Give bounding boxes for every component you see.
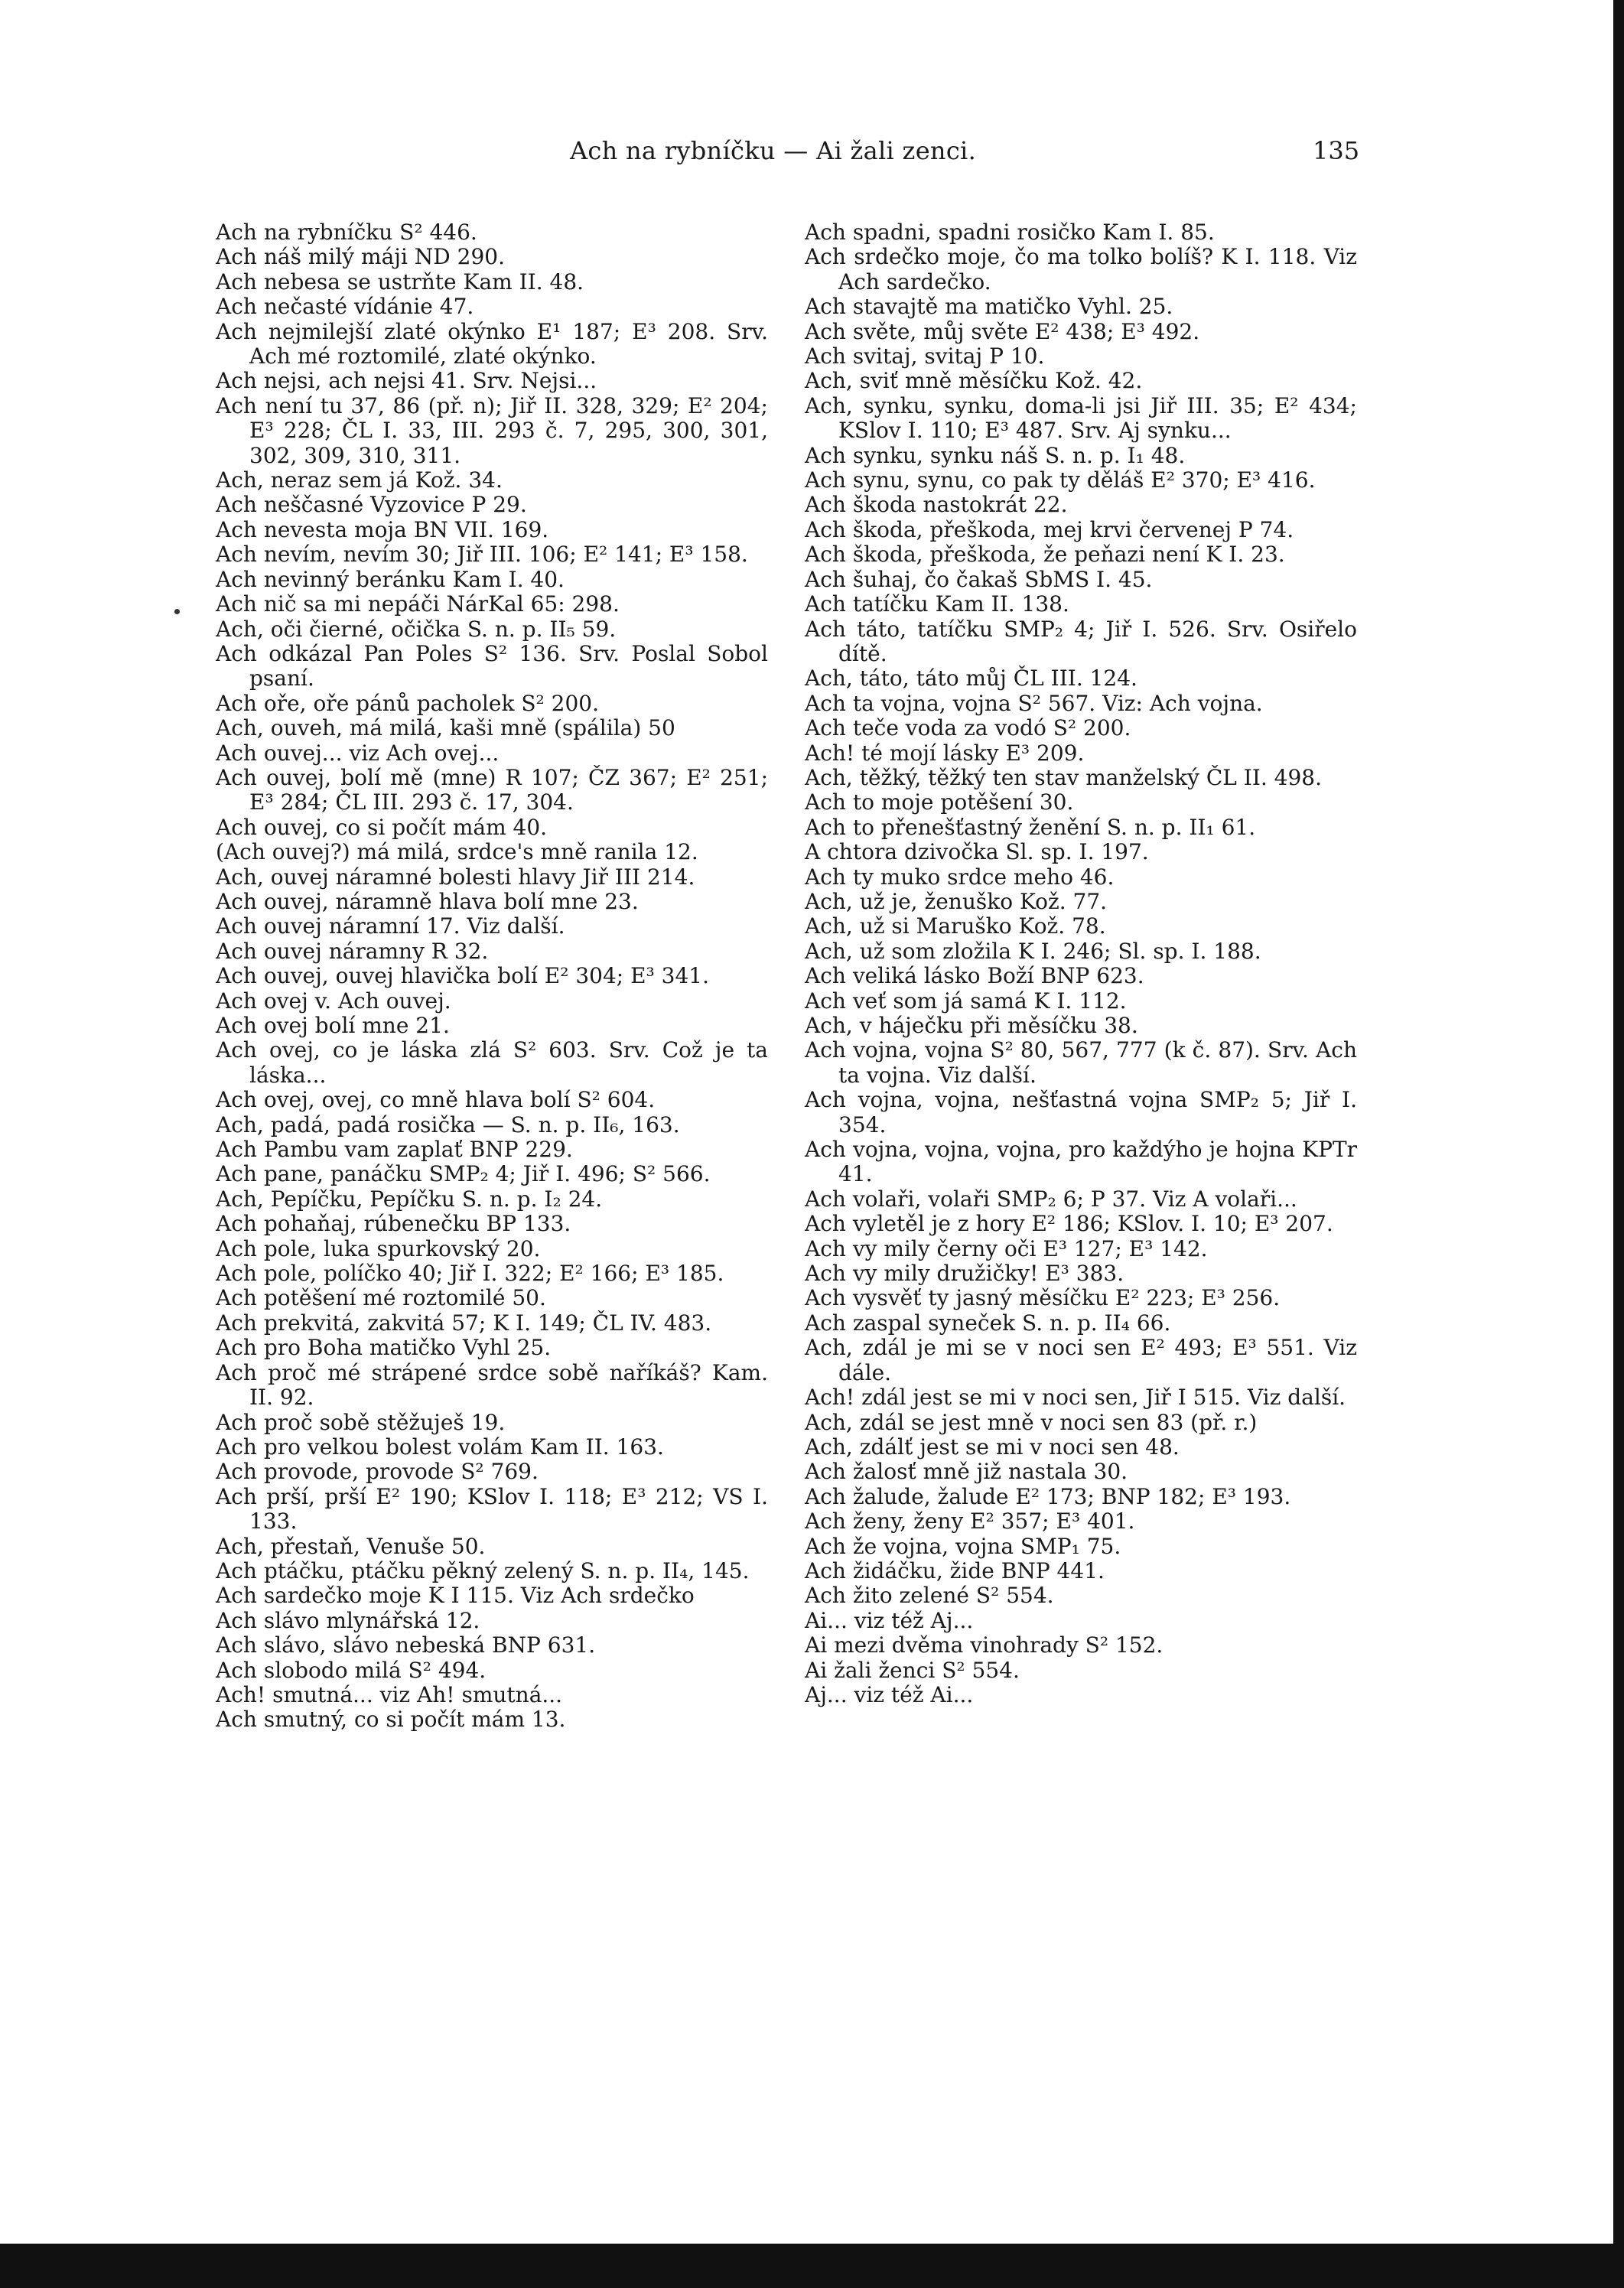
index-entry: Ach smutný, co si počít mám 13.	[216, 1707, 566, 1733]
index-entry: Ach ovej, ovej, co mně hlava bolí S² 604.	[216, 1087, 656, 1113]
index-entry: Ach, Pepíčku, Pepíčku S. n. p. I₂ 24.	[216, 1186, 603, 1212]
index-entry: Ach zaspal syneček S. n. p. II₄ 66.	[805, 1310, 1171, 1336]
index-entry: Ach pro velkou bolest volám Kam II. 163.	[216, 1434, 664, 1460]
index-entry: Ach žalosť mně již nastala 30.	[805, 1459, 1128, 1485]
index-entry: Ach ouvej náramny R 32.	[216, 938, 489, 964]
scan-border-bottom	[0, 2244, 1624, 2288]
index-entry: Ach Pambu vam zaplať BNP 229.	[216, 1137, 573, 1163]
index-entry: Ach vojna, vojna, nešťastná vojna SMP₂ 5; Jiř I. 354.	[805, 1087, 1357, 1137]
index-entry: Ach ženy, ženy E² 357; E³ 401.	[805, 1509, 1135, 1535]
index-entry: Ach, neraz sem já Kož. 34.	[216, 467, 503, 493]
index-entry: Ach prekvitá, zakvitá 57; K I. 149; ČL IV. 483.	[216, 1310, 712, 1336]
margin-dot-mark	[174, 609, 180, 614]
index-entry: Ach táto, tatíčku SMP₂ 4; Jiř I. 526. Srv. Osiřelo dítě.	[805, 616, 1357, 666]
index-entry: Ach ptáčku, ptáčku pěkný zelený S. n. p. II₄, 145.	[216, 1557, 750, 1583]
index-entry: Ach židáčku, žide BNP 441.	[805, 1557, 1105, 1583]
index-entry: Ach ta vojna, vojna S² 567. Viz: Ach vojna.	[805, 690, 1263, 716]
index-entry: Ach nevesta moja BN VII. 169.	[216, 516, 549, 542]
index-entry: Ach není tu 37, 86 (př. n); Jiř II. 328, 329; E² 204; E³ 228; ČL I. 33, III. 293 č. 7, 295, 300, 301, 302, 309, 310, 311.	[216, 392, 768, 468]
index-entry: Ach vojna, vojna, vojna, pro každýho je hojna KPTr 41.	[805, 1137, 1357, 1187]
index-entry: Ach, padá, padá rosička — S. n. p. II₆, 163.	[216, 1111, 680, 1137]
index-entry: Ach! té mojí lásky E³ 209.	[805, 740, 1085, 766]
index-entry: Ach, v háječku při měsíčku 38.	[805, 1013, 1138, 1038]
index-entry: A chtora dzivočka Sl. sp. I. 197.	[805, 839, 1149, 865]
index-entry: Ach, zdál je mi se v noci sen E² 493; E³ 551. Viz dále.	[805, 1335, 1357, 1385]
index-entry: Ach ouvej, bolí mě (mne) R 107; ČZ 367; E² 251; E³ 284; ČL III. 293 č. 17, 304.	[216, 764, 768, 815]
index-entry: Ach pole, políčko 40; Jiř I. 322; E² 166; E³ 185.	[216, 1261, 724, 1287]
index-entry: Ach náš milý máji ND 290.	[216, 244, 505, 270]
index-entry: Ach volaři, volaři SMP₂ 6; P 37. Viz A volaři...	[805, 1186, 1297, 1212]
index-entry: Ach synu, synu, co pak ty děláš E² 370; E³ 416.	[805, 467, 1316, 493]
index-entry: Ach žalude, žalude E² 173; BNP 182; E³ 193.	[805, 1483, 1291, 1509]
index-entry: Ach vy mily černy oči E³ 127; E³ 142.	[805, 1235, 1208, 1261]
index-entry: Ach škoda nastokrát 22.	[805, 492, 1068, 518]
index-entry: Ach, přestaň, Venuše 50.	[216, 1533, 486, 1559]
index-entry: Ach že vojna, vojna SMP₁ 75.	[805, 1533, 1121, 1559]
index-entry: Ach škoda, přeškoda, mej krvi červenej P 74.	[805, 516, 1294, 542]
index-entry: Ach svitaj, svitaj P 10.	[805, 343, 1045, 369]
scan-border-right	[1613, 0, 1624, 2288]
index-entry: Ach ouvej, co si počít mám 40.	[216, 814, 548, 840]
index-entry: Ach na rybníčku S² 446.	[216, 220, 477, 245]
index-entry: Ach, oči čierné, očička S. n. p. II₅ 59.	[216, 616, 617, 642]
index-entry: Ach slávo mlynářská 12.	[216, 1607, 480, 1633]
index-entry: Ach provode, provode S² 769.	[216, 1459, 539, 1485]
index-entry: Ach, sviť mně měsíčku Kož. 42.	[805, 368, 1143, 394]
index-entry: Ai... viz též Aj...	[805, 1607, 974, 1633]
index-entry: Ach ouvej... viz Ach ovej...	[216, 740, 500, 766]
index-entry: Ach, už je, ženuško Kož. 77.	[805, 888, 1108, 914]
index-entry: Ach vojna, vojna S² 80, 567, 777 (k č. 87). Srv. Ach ta vojna. Viz další.	[805, 1037, 1357, 1088]
index-entry: Ach nič sa mi nepáči NárKal 65: 298.	[216, 591, 620, 617]
index-entry: Ach slobodo milá S² 494.	[216, 1657, 487, 1683]
index-entry: Ach, už som zložila K I. 246; Sl. sp. I. 188.	[805, 938, 1261, 964]
index-entry: Ach ovej bolí mne 21.	[216, 1013, 450, 1038]
index-column-right	[805, 220, 1357, 1707]
index-entry: Ach nečasté vídánie 47.	[216, 294, 474, 320]
index-entry: Ach proč sobě stěžuješ 19.	[216, 1409, 506, 1435]
index-entry: Ach prší, prší E² 190; KSlov I. 118; E³ 212; VS I. 133.	[216, 1483, 768, 1535]
index-column-left	[216, 220, 768, 1733]
index-entry: Ach synku, synku náš S. n. p. I₁ 48.	[805, 442, 1186, 468]
index-entry: Ach žito zelené S² 554.	[805, 1583, 1054, 1609]
index-entry: Ach světe, můj světe E² 438; E³ 492.	[805, 318, 1200, 344]
index-entry: Aj... viz též Ai...	[805, 1681, 974, 1707]
index-entry: Ach, ouveh, má milá, kaši mně (spálila) 50	[216, 715, 675, 741]
index-entry: Ach ovej v. Ach ouvej.	[216, 988, 451, 1014]
index-entry: Ach ovej, co je láska zlá S² 603. Srv. Což je ta láska...	[216, 1037, 768, 1088]
index-entry: Ach nejmilejší zlaté okýnko E¹ 187; E³ 208. Srv. Ach mé roztomilé, zlaté okýnko.	[216, 318, 768, 369]
index-entry: Ach, ouvej náramné bolesti hlavy Jiř III 214.	[216, 864, 695, 890]
index-entry: Ach odkázal Pan Poles S² 136. Srv. Poslal Sobol psaní.	[216, 640, 768, 692]
index-entry: Ach vyletěl je z hory E² 186; KSlov. I. 10; E³ 207.	[805, 1211, 1333, 1237]
index-entry: Ach nevím, nevím 30; Jiř III. 106; E² 141; E³ 158.	[216, 542, 748, 568]
index-entry: Ach sardečko moje K I 115. Viz Ach srdečko	[216, 1583, 695, 1609]
index-entry: Ach veť som já samá K I. 112.	[805, 988, 1127, 1014]
index-entry: Ach, synku, synku, doma-li jsi Jiř III. 35; E² 434; KSlov I. 110; E³ 487. Srv. Aj synku...	[805, 392, 1357, 444]
index-entry: Ach pro Boha matičko Vyhl 25.	[216, 1335, 552, 1361]
index-entry: Ach, zdál se jest mně v noci sen 83 (př. r.)	[805, 1409, 1258, 1435]
index-entry: Ach, zdálť jest se mi v noci sen 48.	[805, 1434, 1180, 1460]
index-entry: Ach ouvej náramní 17. Viz další.	[216, 913, 565, 939]
index-entry: Ach proč mé strápené srdce sobě naříkáš? Kam. II. 92.	[216, 1359, 768, 1411]
index-entry: Ach, už si Maruško Kož. 78.	[805, 913, 1106, 939]
index-entry: Ach! zdál jest se mi v noci sen, Jiř I 515. Viz další.	[805, 1385, 1346, 1411]
index-entry: Ach šuhaj, čo čakaš SbMS I. 45.	[805, 566, 1153, 592]
index-entry: Ach srdečko moje, čo ma tolko bolíš? K I. 118. Viz Ach sardečko.	[805, 244, 1357, 295]
index-entry: Ach, táto, táto můj ČL III. 124.	[805, 666, 1137, 692]
index-entry: Ach neščasné Vyzovice P 29.	[216, 492, 527, 518]
index-entry: Ach pane, panáčku SMP₂ 4; Jiř I. 496; S² 566.	[216, 1161, 711, 1187]
index-entry: Ach nejsi, ach nejsi 41. Srv. Nejsi...	[216, 368, 597, 394]
index-entry: (Ach ouvej?) má milá, srdce's mně ranila 12.	[216, 839, 698, 865]
running-head: Ach na rybníčku — Ai žali zenci.	[570, 136, 977, 165]
index-entry: Ach oře, oře pánů pacholek S² 200.	[216, 690, 599, 716]
index-entry: Ach veliká lásko Boží BNP 623.	[805, 963, 1144, 989]
index-entry: Ach pole, luka spurkovský 20.	[216, 1235, 541, 1261]
index-entry: Ach slávo, slávo nebeská BNP 631.	[216, 1632, 596, 1658]
index-entry: Ach ouvej, náramně hlava bolí mne 23.	[216, 888, 639, 914]
index-entry: Ach vysvěť ty jasný měsíčku E² 223; E³ 256.	[805, 1285, 1281, 1311]
index-entry: Ach nebesa se ustrňte Kam II. 48.	[216, 269, 584, 295]
index-entry: Ach vy mily družičky! E³ 383.	[805, 1261, 1124, 1287]
index-entry: Ach stavajtě ma matičko Vyhl. 25.	[805, 294, 1173, 320]
index-entry: Ach, těžký, těžký ten stav manželský ČL II. 498.	[805, 764, 1323, 790]
index-entry: Ai žali ženci S² 554.	[805, 1657, 1020, 1683]
index-entry: Ach spadni, spadni rosičko Kam I. 85.	[805, 220, 1215, 245]
index-entry: Ach to přenešťastný ženění S. n. p. II₁ 61.	[805, 814, 1256, 840]
index-entry: Ach teče voda za vodó S² 200.	[805, 715, 1131, 741]
index-entry: Ai mezi dvěma vinohrady S² 152.	[805, 1632, 1163, 1658]
index-entry: Ach potěšení mé roztomilé 50.	[216, 1285, 546, 1311]
page-number: 135	[1313, 136, 1360, 165]
index-entry: Ach škoda, přeškoda, že peňazi není K I. 23.	[805, 542, 1285, 568]
index-entry: Ach! smutná... viz Ah! smutná...	[216, 1681, 563, 1707]
index-entry: Ach nevinný beránku Kam I. 40.	[216, 566, 565, 592]
index-entry: Ach to moje potěšení 30.	[805, 789, 1074, 815]
index-entry: Ach tatíčku Kam II. 138.	[805, 591, 1069, 617]
index-entry: Ach pohaňaj, rúbenečku BP 133.	[216, 1211, 571, 1237]
index-entry: Ach ty muko srdce meho 46.	[805, 864, 1115, 890]
index-entry: Ach ouvej, ouvej hlavička bolí E² 304; E³ 341.	[216, 963, 709, 989]
